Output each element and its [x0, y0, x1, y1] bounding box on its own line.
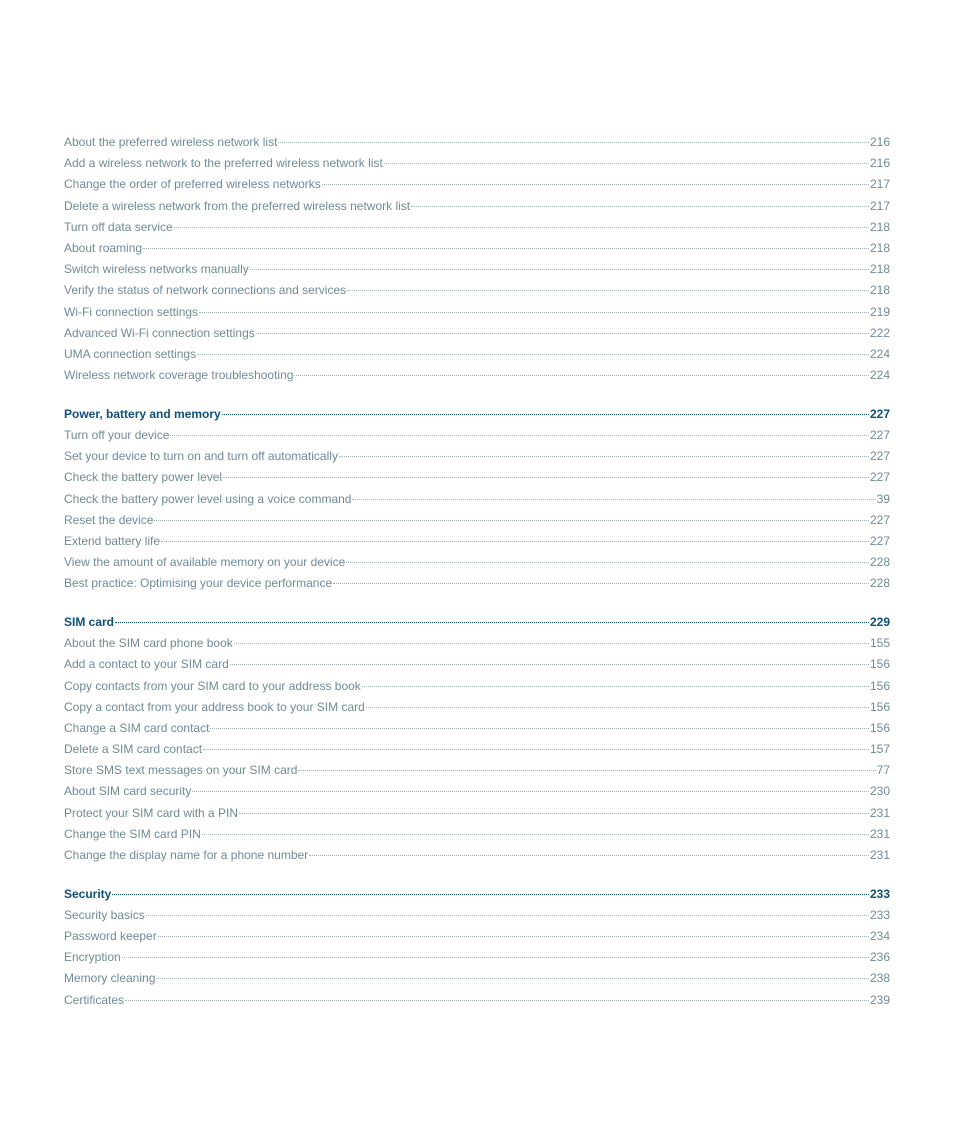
toc-entry[interactable] [64, 990, 890, 1011]
toc-entry-label: Memory cleaning [64, 971, 156, 986]
toc-entry[interactable] [64, 446, 890, 467]
toc-entry[interactable] [64, 280, 890, 301]
toc-entry[interactable] [64, 153, 890, 174]
toc-entry[interactable] [64, 552, 890, 573]
toc-entry-page-number: 222 [869, 325, 890, 340]
dot-leader [210, 728, 869, 729]
toc-entry-page-number: 231 [869, 805, 890, 820]
toc-entry-page-number: 227 [869, 512, 890, 527]
toc-entry-label: Add a wireless network to the preferred wireless network list [64, 156, 383, 171]
dot-leader [294, 375, 869, 376]
toc-entry-page-number: 227 [869, 449, 890, 464]
toc-entry-label: Wireless network coverage troubleshooting [64, 368, 294, 383]
toc-entry-page-number: 238 [869, 971, 890, 986]
toc-entry-page-number: 77 [876, 763, 890, 778]
toc-entry-label: Verify the status of network connections and services [64, 283, 347, 298]
dot-leader [158, 936, 869, 937]
dot-leader [161, 541, 869, 542]
toc-entry-page-number: 231 [869, 848, 890, 862]
toc-entry[interactable] [64, 739, 890, 760]
dot-leader [156, 978, 869, 979]
toc-entry-page-number: 236 [869, 950, 890, 965]
toc-heading-label: SIM card [64, 614, 115, 629]
dot-leader [333, 583, 869, 584]
toc-entry-page-number: 218 [869, 283, 890, 298]
toc-entry-label: Turn off data service [64, 219, 173, 234]
toc-entry-label: Security basics [64, 907, 145, 922]
dot-leader [298, 770, 875, 771]
dot-leader [115, 622, 869, 623]
dot-leader [411, 206, 869, 207]
toc-entry-page-number: 234 [869, 929, 890, 944]
dot-leader [339, 456, 869, 457]
toc-heading-page-number: 233 [869, 886, 890, 901]
toc-entry[interactable] [64, 633, 890, 654]
toc-entry-label: About SIM card security [64, 784, 192, 799]
toc-entry-label: About the preferred wireless network list [64, 135, 278, 149]
dot-leader [256, 333, 869, 334]
dot-leader [309, 855, 869, 856]
dot-leader [203, 749, 869, 750]
dot-leader [146, 915, 869, 916]
toc-entry-label: Advanced Wi-Fi connection settings [64, 325, 255, 340]
toc-entry-page-number: 156 [869, 678, 890, 693]
toc-entry-page-number: 157 [869, 742, 890, 757]
toc-entry[interactable] [64, 174, 890, 195]
toc-entry-label: Reset the device [64, 512, 154, 527]
toc-entry[interactable] [64, 510, 890, 531]
toc-entry-page-number: 155 [869, 636, 890, 651]
toc-entry[interactable] [64, 425, 890, 446]
dot-leader [143, 248, 869, 249]
toc-entry-page-number: 227 [869, 533, 890, 548]
toc-heading[interactable] [64, 884, 890, 905]
toc-entry[interactable] [64, 697, 890, 718]
toc-entry-page-number: 156 [869, 699, 890, 714]
toc-entry[interactable] [64, 803, 890, 824]
dot-leader [125, 1000, 869, 1001]
toc-entry-page-number: 216 [869, 135, 890, 149]
toc-entry-label: Set your device to turn on and turn off automatically [64, 449, 338, 464]
toc-entry[interactable] [64, 531, 890, 552]
toc-entry[interactable] [64, 489, 890, 510]
toc-entry-label: Change the order of preferred wireless networks [64, 177, 321, 192]
toc-entry-label: Protect your SIM card with a PIN [64, 805, 239, 820]
dot-leader [352, 499, 875, 500]
toc-entry-label: Add a contact to your SIM card [64, 657, 229, 672]
toc-entry[interactable] [64, 654, 890, 675]
toc-entry[interactable] [64, 238, 890, 259]
dot-leader [122, 957, 869, 958]
toc-entry-label: Change the display name for a phone number [64, 848, 309, 862]
dot-leader [174, 227, 869, 228]
dot-leader [366, 707, 869, 708]
toc-heading-page-number: 229 [869, 614, 890, 629]
toc-entry-label: Copy contacts from your SIM card to your address book [64, 678, 361, 693]
dot-leader [322, 184, 869, 185]
toc-entry[interactable] [64, 323, 890, 344]
toc-entry-page-number: 156 [869, 657, 890, 672]
toc-entry-label: About the SIM card phone book [64, 636, 233, 651]
toc-entry[interactable] [64, 718, 890, 739]
toc-entry-label: Check the battery power level using a voice command [64, 491, 352, 506]
toc-section [64, 612, 890, 866]
toc-entry-label: Switch wireless networks manually [64, 262, 249, 277]
dot-leader [250, 269, 869, 270]
dot-leader [346, 562, 869, 563]
dot-leader [223, 477, 869, 478]
toc-entry-page-number: 227 [869, 427, 890, 442]
toc-heading-label: Security [64, 886, 112, 901]
dot-leader [347, 290, 869, 291]
toc-entry-label: Wi-Fi connection settings [64, 304, 199, 319]
toc-entry[interactable] [64, 968, 890, 989]
toc-entry-label: UMA connection settings [64, 346, 197, 361]
toc-entry[interactable] [64, 573, 890, 594]
toc-entry-label: Turn off your device [64, 427, 170, 442]
toc-entry-label: Store SMS text messages on your SIM card [64, 763, 298, 778]
dot-leader [278, 142, 869, 143]
toc-entry-label: Extend battery life [64, 533, 161, 548]
toc-entry-label: Change the SIM card PIN [64, 826, 201, 841]
toc-entry[interactable] [64, 217, 890, 238]
toc-entry[interactable] [64, 760, 890, 781]
toc-heading[interactable] [64, 612, 890, 633]
toc-entry-label: Check the battery power level [64, 470, 223, 485]
toc-entry-page-number: 228 [869, 555, 890, 570]
toc-entry[interactable] [64, 365, 890, 386]
toc-entry-label: Best practice: Optimising your device performance [64, 576, 333, 591]
toc-entry-label: Delete a SIM card contact [64, 742, 203, 757]
toc-entry[interactable] [64, 905, 890, 926]
toc-entry-label: Certificates [64, 992, 125, 1007]
toc-entry-page-number: 39 [876, 491, 890, 506]
dot-leader [239, 813, 869, 814]
dot-leader [192, 791, 869, 792]
toc-entry-page-number: 228 [869, 576, 890, 591]
dot-leader [384, 163, 869, 164]
dot-leader [170, 435, 869, 436]
toc-entry[interactable] [64, 845, 890, 866]
toc-entry[interactable] [64, 824, 890, 845]
toc-entry-page-number: 217 [869, 177, 890, 192]
toc-heading[interactable] [64, 404, 890, 425]
dot-leader [230, 664, 869, 665]
toc-entry-page-number: 219 [869, 304, 890, 319]
toc-entry-page-number: 224 [869, 346, 890, 361]
toc-section [64, 404, 890, 595]
dot-leader [112, 894, 869, 895]
toc-entry-page-number: 156 [869, 720, 890, 735]
toc-entry-label: Copy a contact from your address book to your SIM card [64, 699, 365, 714]
toc-entry[interactable] [64, 781, 890, 802]
toc-entry-page-number: 231 [869, 826, 890, 841]
toc-entry[interactable] [64, 467, 890, 488]
toc-heading-page-number: 227 [869, 406, 890, 421]
dot-leader [222, 414, 869, 415]
toc-heading-label: Power, battery and memory [64, 406, 221, 421]
toc-entry-page-number: 233 [869, 907, 890, 922]
toc-entry-label: Delete a wireless network from the preferred wireless network list [64, 198, 411, 213]
toc-entry-page-number: 224 [869, 368, 890, 383]
toc-entry[interactable] [64, 926, 890, 947]
toc-entry[interactable] [64, 344, 890, 365]
toc-entry-label: Encryption [64, 950, 121, 965]
dot-leader [362, 686, 869, 687]
dot-leader [197, 354, 869, 355]
toc-entry[interactable] [64, 947, 890, 968]
toc-section [64, 884, 890, 1011]
toc-section [64, 132, 890, 386]
dot-leader [199, 312, 869, 313]
toc-entry-label: About roaming [64, 240, 143, 255]
toc-entry-label: View the amount of available memory on your device [64, 555, 346, 570]
toc-entry-label: Change a SIM card contact [64, 720, 210, 735]
toc-entry[interactable] [64, 676, 890, 697]
toc-entry-page-number: 230 [869, 784, 890, 799]
toc-entry-page-number: 218 [869, 240, 890, 255]
toc-entry-page-number: 239 [869, 992, 890, 1007]
dot-leader [202, 834, 869, 835]
toc-entry[interactable] [64, 132, 890, 153]
toc-entry-page-number: 216 [869, 156, 890, 171]
toc-entry-page-number: 217 [869, 198, 890, 213]
toc-entry-page-number: 227 [869, 470, 890, 485]
toc-entry[interactable] [64, 259, 890, 280]
toc-entry[interactable] [64, 302, 890, 323]
toc-entry-page-number: 218 [869, 219, 890, 234]
dot-leader [154, 520, 869, 521]
toc-entry-label: Password keeper [64, 929, 157, 944]
dot-leader [234, 643, 869, 644]
toc-entry[interactable] [64, 196, 890, 217]
toc-entry-page-number: 218 [869, 262, 890, 277]
table-of-contents [64, 132, 890, 1028]
